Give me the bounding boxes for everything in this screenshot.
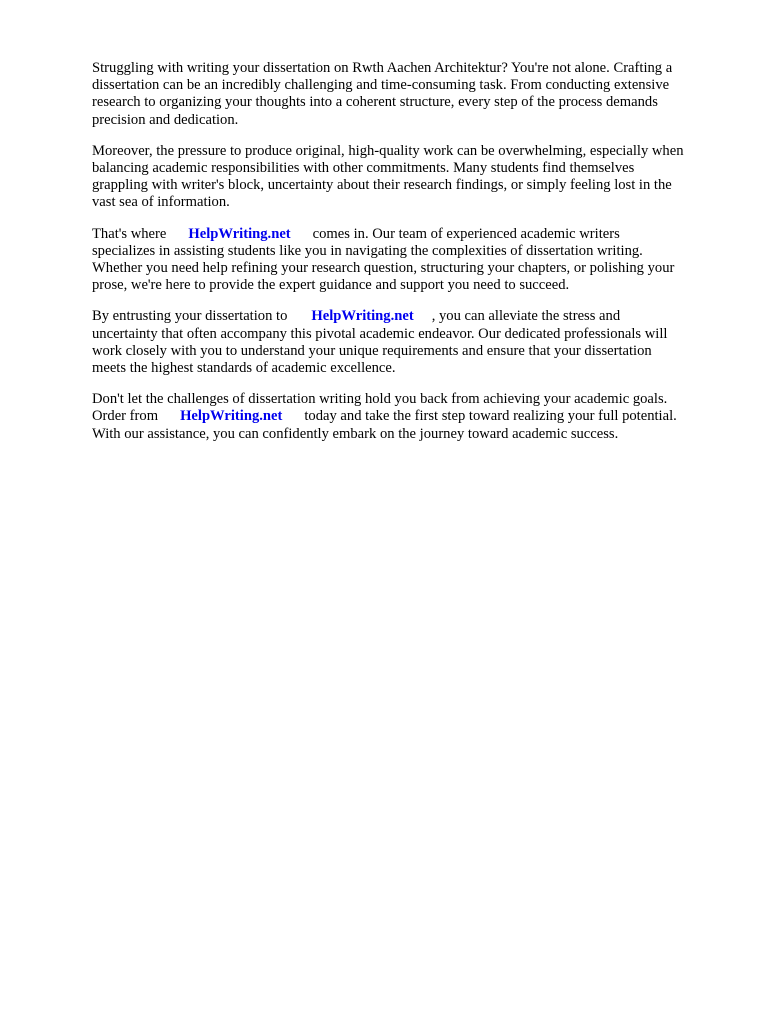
paragraph-intro [92, 60, 732, 129]
text-line: precision and dedication. [92, 111, 239, 128]
text-line: Moreover, the pressure to produce original, high-quality work can be overwhelming, especially when [92, 142, 684, 159]
text-line: uncertainty that often accompany this pivotal academic endeavor. Our dedicated professionals will [92, 325, 668, 342]
text-line: meets the highest standards of academic excellence. [92, 360, 396, 377]
text-line [92, 226, 732, 243]
text-line: balancing academic responsibilities with other commitments. Many students find themselves [92, 160, 635, 177]
helpwriting-link[interactable]: HelpWriting.net [188, 225, 291, 242]
helpwriting-link[interactable]: HelpWriting.net [180, 408, 283, 425]
text-line: grappling with writer's block, uncertainty about their research findings, or simply feeling lost in the [92, 177, 672, 194]
paragraph-service [92, 226, 732, 295]
paragraph-pressure [92, 143, 732, 212]
paragraph-call-to-action [92, 391, 732, 443]
text-line: Don't let the challenges of dissertation writing hold you back from achieving your academic goals. [92, 391, 668, 408]
text-line: Struggling with writing your dissertation on Rwth Aachen Architektur? You're not alone. Crafting a [92, 60, 673, 76]
text-line: Whether you need help refining your research question, structuring your chapters, or polishing your [92, 260, 675, 277]
text-line: work closely with you to understand your unique requirements and ensure that your dissertation [92, 342, 652, 359]
paragraph-entrusting [92, 308, 732, 377]
text-before-link: By entrusting your dissertation to [92, 308, 288, 325]
text-line: vast sea of information. [92, 194, 230, 211]
text-after-link: comes in. Our team of experienced academic writers [312, 225, 620, 242]
text-line [92, 408, 732, 425]
text-line: With our assistance, you can confidently embark on the journey toward academic success. [92, 425, 619, 442]
text-line: prose, we're here to provide the expert guidance and support you need to succeed. [92, 277, 570, 294]
text-line: specializes in assisting students like you in navigating the complexities of dissertation writing. [92, 242, 643, 259]
text-line: dissertation can be an incredibly challenging and time-consuming task. From conducting extensive [92, 77, 670, 94]
text-after-link: , you can alleviate the stress and [431, 308, 621, 325]
text-before-link: Order from [92, 408, 159, 425]
text-before-link: That's where [92, 225, 167, 242]
text-line: research to organizing your thoughts into a coherent structure, every step of the process demands [92, 94, 658, 111]
text-after-link: today and take the first step toward realizing your full potential. [304, 408, 677, 425]
text-line [92, 308, 732, 325]
helpwriting-link[interactable]: HelpWriting.net [311, 308, 414, 325]
document-page [92, 60, 732, 457]
